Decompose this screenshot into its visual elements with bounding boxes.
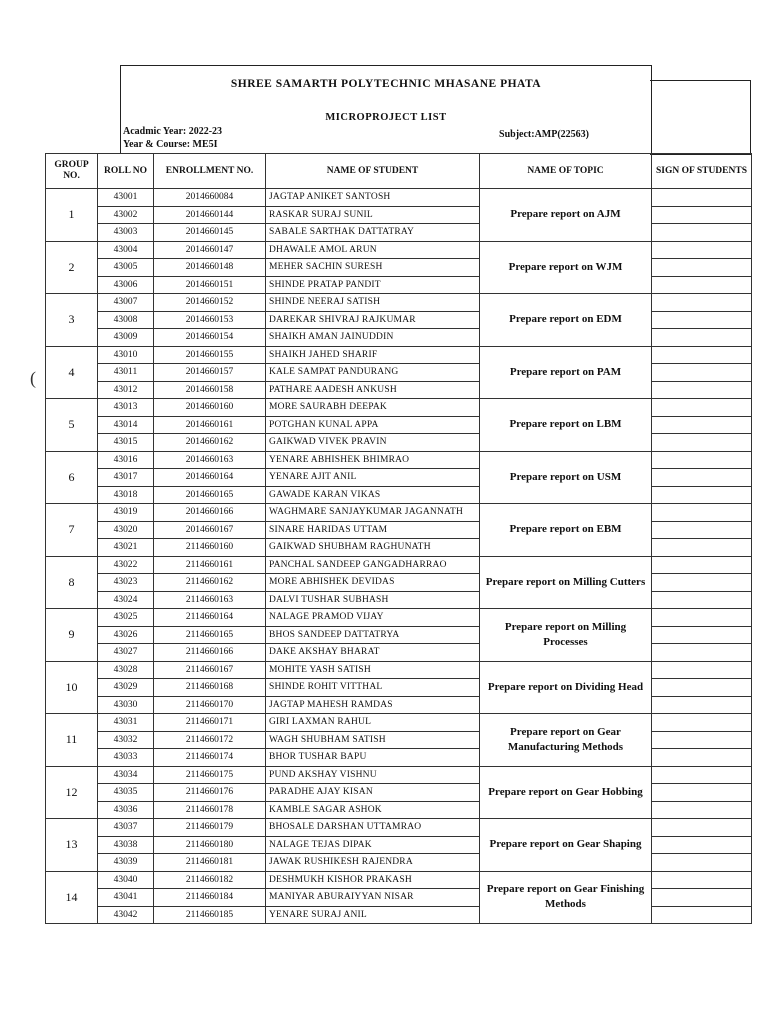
student-name: YENARE SURAJ ANIL xyxy=(266,906,480,924)
academic-year: Acadmic Year: 2022-23 xyxy=(123,126,223,137)
col-roll: ROLL NO xyxy=(98,154,154,189)
enrollment-number: 2114660172 xyxy=(154,731,266,749)
enrollment-number: 2114660163 xyxy=(154,591,266,609)
enrollment-number: 2014660148 xyxy=(154,259,266,277)
roll-number: 43037 xyxy=(98,819,154,837)
signature-cell[interactable] xyxy=(652,241,752,259)
group-number: 11 xyxy=(46,714,98,767)
roll-number: 43020 xyxy=(98,521,154,539)
student-name: DALVI TUSHAR SUBHASH xyxy=(266,591,480,609)
topic-name: Prepare report on PAM xyxy=(480,346,652,399)
enrollment-number: 2014660145 xyxy=(154,224,266,242)
enrollment-number: 2114660181 xyxy=(154,854,266,872)
table-row xyxy=(46,294,752,312)
table-row xyxy=(46,556,752,574)
enrollment-number: 2114660175 xyxy=(154,766,266,784)
roll-number: 43036 xyxy=(98,801,154,819)
enrollment-number: 2014660163 xyxy=(154,451,266,469)
signature-cell[interactable] xyxy=(652,486,752,504)
student-name: MORE SAURABH DEEPAK xyxy=(266,399,480,417)
table-row xyxy=(46,504,752,522)
enrollment-number: 2014660157 xyxy=(154,364,266,382)
student-name: PATHARE AADESH ANKUSH xyxy=(266,381,480,399)
topic-name: Prepare report on Gear Hobbing xyxy=(480,766,652,819)
enrollment-number: 2014660167 xyxy=(154,521,266,539)
enrollment-number: 2014660160 xyxy=(154,399,266,417)
signature-cell[interactable] xyxy=(652,679,752,697)
topic-name: Prepare report on EBM xyxy=(480,504,652,557)
roll-number: 43039 xyxy=(98,854,154,872)
group-number: 10 xyxy=(46,661,98,714)
group-number: 4 xyxy=(46,346,98,399)
signature-cell[interactable] xyxy=(652,399,752,417)
roll-number: 43040 xyxy=(98,871,154,889)
roll-number: 43024 xyxy=(98,591,154,609)
microproject-sheet xyxy=(45,65,751,927)
topic-name: Prepare report on USM xyxy=(480,451,652,504)
enrollment-number: 2014660154 xyxy=(154,329,266,347)
enrollment-number: 2014660158 xyxy=(154,381,266,399)
student-name: SHINDE ROHIT VITTHAL xyxy=(266,679,480,697)
signature-cell[interactable] xyxy=(652,504,752,522)
enrollment-number: 2014660166 xyxy=(154,504,266,522)
enrollment-number: 2014660152 xyxy=(154,294,266,312)
roll-number: 43014 xyxy=(98,416,154,434)
group-number: 6 xyxy=(46,451,98,504)
enrollment-number: 2014660151 xyxy=(154,276,266,294)
topic-name: Prepare report on Milling Processes xyxy=(480,609,652,662)
table-row xyxy=(46,346,752,364)
signature-cell[interactable] xyxy=(652,766,752,784)
table-row xyxy=(46,661,752,679)
topic-name: Prepare report on Gear Manufacturing Methods xyxy=(480,714,652,767)
topic-name: Prepare report on Milling Cutters xyxy=(480,556,652,609)
signature-cell[interactable] xyxy=(652,591,752,609)
roll-number: 43006 xyxy=(98,276,154,294)
enrollment-number: 2014660165 xyxy=(154,486,266,504)
topic-name: Prepare report on Gear Shaping xyxy=(480,819,652,872)
group-number: 13 xyxy=(46,819,98,872)
signature-cell[interactable] xyxy=(652,294,752,312)
roll-number: 43003 xyxy=(98,224,154,242)
enrollment-number: 2014660162 xyxy=(154,434,266,452)
roll-number: 43022 xyxy=(98,556,154,574)
roll-number: 43012 xyxy=(98,381,154,399)
table-body xyxy=(46,189,752,924)
signature-cell[interactable] xyxy=(652,574,752,592)
roll-number: 43018 xyxy=(98,486,154,504)
signature-cell[interactable] xyxy=(652,329,752,347)
signature-cell[interactable] xyxy=(652,819,752,837)
student-name: WAGH SHUBHAM SATISH xyxy=(266,731,480,749)
student-name: PUND AKSHAY VISHNU xyxy=(266,766,480,784)
roll-number: 43038 xyxy=(98,836,154,854)
student-name: RASKAR SURAJ SUNIL xyxy=(266,206,480,224)
enrollment-number: 2014660144 xyxy=(154,206,266,224)
student-name: DESHMUKH KISHOR PRAKASH xyxy=(266,871,480,889)
roll-number: 43009 xyxy=(98,329,154,347)
roll-number: 43015 xyxy=(98,434,154,452)
enrollment-number: 2114660171 xyxy=(154,714,266,732)
signature-cell[interactable] xyxy=(652,416,752,434)
signature-cell[interactable] xyxy=(652,521,752,539)
student-name: MANIYAR ABURAIYYAN NISAR xyxy=(266,889,480,907)
roll-number: 43033 xyxy=(98,749,154,767)
roll-number: 43005 xyxy=(98,259,154,277)
signature-cell[interactable] xyxy=(652,189,752,207)
enrollment-number: 2114660164 xyxy=(154,609,266,627)
roll-number: 43021 xyxy=(98,539,154,557)
student-name: WAGHMARE SANJAYKUMAR JAGANNATH xyxy=(266,504,480,522)
student-name: GIRI LAXMAN RAHUL xyxy=(266,714,480,732)
enrollment-number: 2014660153 xyxy=(154,311,266,329)
signature-cell[interactable] xyxy=(652,364,752,382)
table-row xyxy=(46,241,752,259)
student-name: MEHER SACHIN SURESH xyxy=(266,259,480,277)
topic-name: Prepare report on AJM xyxy=(480,189,652,242)
group-number: 7 xyxy=(46,504,98,557)
signature-cell[interactable] xyxy=(652,311,752,329)
roll-number: 43010 xyxy=(98,346,154,364)
roll-number: 43032 xyxy=(98,731,154,749)
signature-cell[interactable] xyxy=(652,539,752,557)
enrollment-number: 2114660182 xyxy=(154,871,266,889)
student-name: JAWAK RUSHIKESH RAJENDRA xyxy=(266,854,480,872)
signature-cell[interactable] xyxy=(652,871,752,889)
signature-cell[interactable] xyxy=(652,854,752,872)
student-name: SHAIKH JAHED SHARIF xyxy=(266,346,480,364)
topic-name: Prepare report on LBM xyxy=(480,399,652,452)
student-name: JAGTAP ANIKET SANTOSH xyxy=(266,189,480,207)
student-name: DAKE AKSHAY BHARAT xyxy=(266,644,480,662)
roll-number: 43031 xyxy=(98,714,154,732)
student-name: DAREKAR SHIVRAJ RAJKUMAR xyxy=(266,311,480,329)
roll-number: 43034 xyxy=(98,766,154,784)
roll-number: 43035 xyxy=(98,784,154,802)
student-name: SABALE SARTHAK DATTATRAY xyxy=(266,224,480,242)
signature-cell[interactable] xyxy=(652,276,752,294)
roll-number: 43027 xyxy=(98,644,154,662)
enrollment-number: 2114660167 xyxy=(154,661,266,679)
signature-cell[interactable] xyxy=(652,731,752,749)
group-number: 12 xyxy=(46,766,98,819)
student-name: YENARE ABHISHEK BHIMRAO xyxy=(266,451,480,469)
table-row xyxy=(46,189,752,207)
enrollment-number: 2014660161 xyxy=(154,416,266,434)
enrollment-number: 2014660164 xyxy=(154,469,266,487)
signature-cell[interactable] xyxy=(652,556,752,574)
roll-number: 43042 xyxy=(98,906,154,924)
signature-cell[interactable] xyxy=(652,451,752,469)
student-name: GAIKWAD VIVEK PRAVIN xyxy=(266,434,480,452)
student-name: BHOR TUSHAR BAPU xyxy=(266,749,480,767)
table-row xyxy=(46,871,752,889)
enrollment-number: 2114660179 xyxy=(154,819,266,837)
group-number: 2 xyxy=(46,241,98,294)
group-number: 5 xyxy=(46,399,98,452)
col-group: GROUP NO. xyxy=(46,154,98,189)
enrollment-number: 2114660178 xyxy=(154,801,266,819)
table-row xyxy=(46,714,752,732)
student-name: BHOS SANDEEP DATTATRYA xyxy=(266,626,480,644)
student-name: MOHITE YASH SATISH xyxy=(266,661,480,679)
roll-number: 43004 xyxy=(98,241,154,259)
enrollment-number: 2114660174 xyxy=(154,749,266,767)
enrollment-number: 2114660160 xyxy=(154,539,266,557)
table-row xyxy=(46,766,752,784)
col-sign: SIGN OF STUDENTS xyxy=(652,154,752,189)
enrollment-number: 2114660180 xyxy=(154,836,266,854)
enrollment-number: 2114660165 xyxy=(154,626,266,644)
roll-number: 43007 xyxy=(98,294,154,312)
signature-cell[interactable] xyxy=(652,889,752,907)
roll-number: 43013 xyxy=(98,399,154,417)
topic-name: Prepare report on Gear Finishing Methods xyxy=(480,871,652,924)
table-row xyxy=(46,609,752,627)
enrollment-number: 2014660084 xyxy=(154,189,266,207)
enrollment-number: 2014660155 xyxy=(154,346,266,364)
signature-cell[interactable] xyxy=(652,346,752,364)
signature-cell[interactable] xyxy=(652,224,752,242)
student-name: POTGHAN KUNAL APPA xyxy=(266,416,480,434)
roll-number: 43017 xyxy=(98,469,154,487)
group-number: 3 xyxy=(46,294,98,347)
student-name: GAWADE KARAN VIKAS xyxy=(266,486,480,504)
roll-number: 43008 xyxy=(98,311,154,329)
student-name: SHAIKH AMAN JAINUDDIN xyxy=(266,329,480,347)
scan-mark: ( xyxy=(30,368,36,388)
student-name: NALAGE TEJAS DIPAK xyxy=(266,836,480,854)
enrollment-number: 2014660147 xyxy=(154,241,266,259)
college-title: SHREE SAMARTH POLYTECHNIC MHASANE PHATA xyxy=(230,78,542,90)
signature-cell[interactable] xyxy=(652,259,752,277)
student-name: PANCHAL SANDEEP GANGADHARRAO xyxy=(266,556,480,574)
student-name: SINARE HARIDAS UTTAM xyxy=(266,521,480,539)
signature-cell[interactable] xyxy=(652,784,752,802)
student-name: YENARE AJIT ANIL xyxy=(266,469,480,487)
sheet-header xyxy=(120,65,652,154)
signature-cell[interactable] xyxy=(652,381,752,399)
student-name: GAIKWAD SHUBHAM RAGHUNATH xyxy=(266,539,480,557)
signature-cell[interactable] xyxy=(652,644,752,662)
roll-number: 43026 xyxy=(98,626,154,644)
enrollment-number: 2114660168 xyxy=(154,679,266,697)
col-name: NAME OF STUDENT xyxy=(266,154,480,189)
list-title: MICROPROJECT LIST xyxy=(325,112,447,123)
enrollment-number: 2114660166 xyxy=(154,644,266,662)
subject-code: Subject:AMP(22563) xyxy=(499,129,589,140)
roll-number: 43011 xyxy=(98,364,154,382)
group-number: 1 xyxy=(46,189,98,242)
student-name: NALAGE PRAMOD VIJAY xyxy=(266,609,480,627)
enrollment-number: 2114660184 xyxy=(154,889,266,907)
table-header-row xyxy=(46,154,752,189)
signature-cell[interactable] xyxy=(652,434,752,452)
group-number: 14 xyxy=(46,871,98,924)
signature-cell[interactable] xyxy=(652,661,752,679)
table-row xyxy=(46,451,752,469)
roll-number: 43025 xyxy=(98,609,154,627)
microproject-table xyxy=(45,153,752,924)
topic-name: Prepare report on WJM xyxy=(480,241,652,294)
group-number: 8 xyxy=(46,556,98,609)
enrollment-number: 2114660170 xyxy=(154,696,266,714)
student-name: BHOSALE DARSHAN UTTAMRAO xyxy=(266,819,480,837)
student-name: JAGTAP MAHESH RAMDAS xyxy=(266,696,480,714)
enrollment-number: 2114660161 xyxy=(154,556,266,574)
roll-number: 43001 xyxy=(98,189,154,207)
roll-number: 43030 xyxy=(98,696,154,714)
roll-number: 43028 xyxy=(98,661,154,679)
group-number: 9 xyxy=(46,609,98,662)
signature-cell[interactable] xyxy=(652,626,752,644)
signature-cell[interactable] xyxy=(652,696,752,714)
signature-cell[interactable] xyxy=(652,801,752,819)
topic-name: Prepare report on EDM xyxy=(480,294,652,347)
student-name: DHAWALE AMOL ARUN xyxy=(266,241,480,259)
signature-cell[interactable] xyxy=(652,836,752,854)
enrollment-number: 2114660162 xyxy=(154,574,266,592)
student-name: SHINDE PRATAP PANDIT xyxy=(266,276,480,294)
student-name: KALE SAMPAT PANDURANG xyxy=(266,364,480,382)
signature-cell[interactable] xyxy=(652,469,752,487)
signature-cell[interactable] xyxy=(652,206,752,224)
table-row xyxy=(46,399,752,417)
col-topic: NAME OF TOPIC xyxy=(480,154,652,189)
student-name: KAMBLE SAGAR ASHOK xyxy=(266,801,480,819)
signature-cell[interactable] xyxy=(652,749,752,767)
roll-number: 43029 xyxy=(98,679,154,697)
student-name: PARADHE AJAY KISAN xyxy=(266,784,480,802)
student-name: SHINDE NEERAJ SATISH xyxy=(266,294,480,312)
table-row xyxy=(46,819,752,837)
topic-name: Prepare report on Dividing Head xyxy=(480,661,652,714)
roll-number: 43041 xyxy=(98,889,154,907)
year-course: Year & Course: ME5I xyxy=(123,139,218,150)
signature-cell[interactable] xyxy=(652,906,752,924)
student-name: MORE ABHISHEK DEVIDAS xyxy=(266,574,480,592)
enrollment-number: 2114660176 xyxy=(154,784,266,802)
roll-number: 43002 xyxy=(98,206,154,224)
col-enroll: ENROLLMENT NO. xyxy=(154,154,266,189)
roll-number: 43016 xyxy=(98,451,154,469)
enrollment-number: 2114660185 xyxy=(154,906,266,924)
roll-number: 43023 xyxy=(98,574,154,592)
signature-cell[interactable] xyxy=(652,609,752,627)
signature-cell[interactable] xyxy=(652,714,752,732)
roll-number: 43019 xyxy=(98,504,154,522)
header-right-box xyxy=(650,80,751,155)
